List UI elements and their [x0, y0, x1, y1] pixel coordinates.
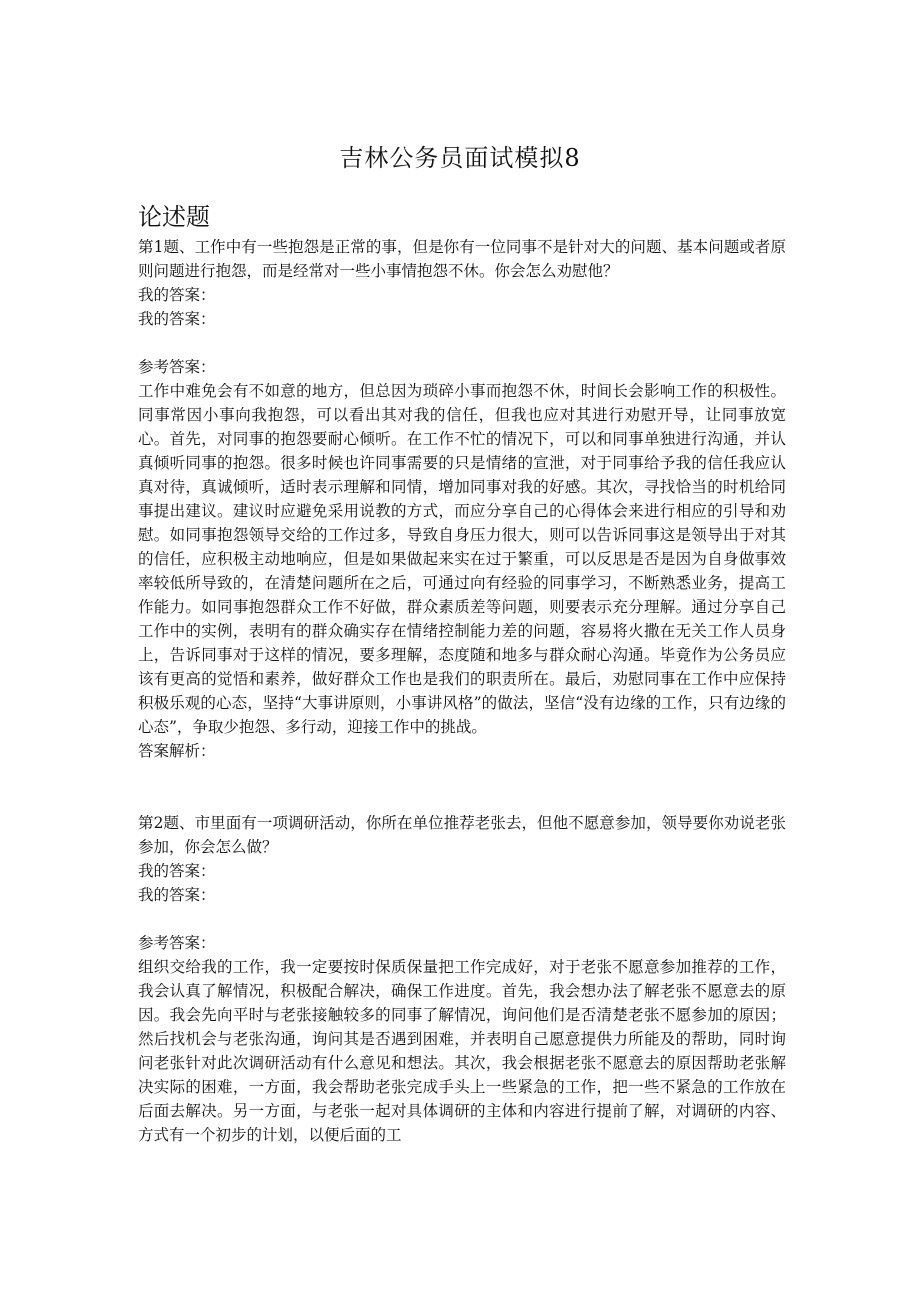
document-title: 吉林公务员面试模拟8	[339, 144, 581, 172]
section-heading: 论述题	[138, 203, 210, 231]
spacer	[138, 907, 786, 931]
document-content	[138, 235, 786, 1147]
question-1-reference-answer: 工作中难免会有不如意的地方，但总因为琐碎小事而抱怨不休，时间长会影响工作的积极性。同事常因小事向我抱怨，可以看出其对我的信任，但我也应对其进行劝慰开导，让同事放宽心。首先，对同事的抱怨要耐心倾听。在工作不忙的情况下，可以和同事单独进行沟通，并认真倾听同事的抱怨。很多时候也许同事需要的只是情绪的宣泄，对于同事给予我的信任我应认真对待，真诚倾听，适时表示理解和同情，增加同事对我的好感。其次，寻找恰当的时机给同事提出建议。建议时应避免采用说教的方式，而应分享自己的心得体会来进行相应的引导和劝慰。如同事抱怨领导交给的工作过多，导致自身压力很大，则可以告诉同事这是领导出于对其的信任，应积极主动地响应，但是如果做起来实在过于繁重，可以反思是否是因为自身做事效率较低所导致的，在清楚问题所在之后，可通过向有经验的同事学习，不断熟悉业务，提高工作能力。如同事抱怨群众工作不好做，群众素质差等问题，则要表示充分理解。通过分享自己工作中的实例，表明有的群众确实存在情绪控制能力差的问题，容易将火撒在无关工作人员身上，告诉同事对于这样的情况，要多理解，态度随和地多与群众耐心沟通。毕竟作为公务员应该有更高的觉悟和素养，做好群众工作也是我们的职责所在。最后，劝慰同事在工作中应保持积极乐观的心态，坚持“大事讲原则，小事讲风格”的做法，坚信“没有边缘的工作，只有边缘的心态”，争取少抱怨、多行动，迎接工作中的挑战。	[138, 382, 786, 736]
question-2-reference-label: 参考答案：	[138, 934, 216, 952]
spacer	[138, 331, 786, 355]
question-2-reference-answer: 组织交给我的工作，我一定要按时保质保量把工作完成好，对于老张不愿意参加推荐的工作，我会认真了解情况，积极配合解决，确保工作进度。首先，我会想办法了解老张不愿意去的原因。我会先向平时与老张接触较多的同事了解情况，询问他们是否清楚老张不愿参加的原因；然后找机会与老张沟通，询问其是否遇到困难，并表明自己愿意提供力所能及的帮助，同时询问老张针对此次调研活动有什么意见和想法。其次，我会根据老张不愿意去的原因帮助老张解决实际的困难，一方面，我会帮助老张完成手头上一些紧急的工作，把一些不紧急的工作放在后面去解决。另一方面，与老张一起对具体调研的主体和内容进行提前了解，对调研的内容、方式有一个初步的计划，以便后面的工	[138, 958, 786, 1144]
question-1-analysis-label: 答案解析：	[138, 742, 216, 760]
spacer	[138, 763, 786, 811]
question-1-reference-label: 参考答案：	[138, 358, 216, 376]
question-2-text: 第2题、市里面有一项调研活动，你所在单位推荐老张去，但他不愿意参加，领导要你劝说老张参加，你会怎么做？	[138, 814, 786, 856]
question-2-my-answer-label: 我的答案：	[138, 862, 216, 880]
question-1-my-answer-label: 我的答案：	[138, 286, 216, 304]
question-1-my-answer-label-repeat: 我的答案：	[138, 310, 216, 328]
question-2-my-answer-label-repeat: 我的答案：	[138, 886, 216, 904]
question-1-text: 第1题、工作中有一些抱怨是正常的事，但是你有一位同事不是针对大的问题、基本问题或者原则问题进行抱怨，而是经常对一些小事情抱怨不休。你会怎么劝慰他？	[138, 238, 786, 280]
